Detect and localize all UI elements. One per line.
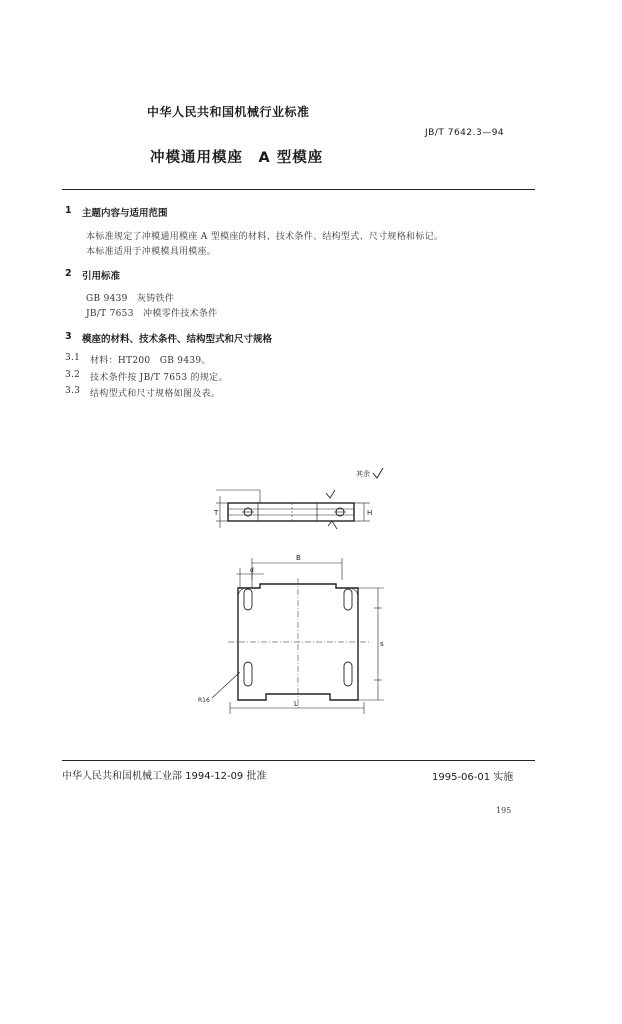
section-2-line-1: GB 9439 灰铸铁件 [86, 294, 175, 304]
section-2-number: 2 [65, 268, 72, 279]
plan-dim-length: L [294, 700, 298, 708]
subsection-3-3-number: 3.3 [65, 386, 81, 396]
side-dim-h: H [367, 509, 373, 517]
footer-rule [62, 760, 535, 761]
section-1-heading: 主题内容与适用范围 [82, 208, 168, 219]
subsection-3-1-text: 材料：HT200 GB 9439。 [90, 356, 211, 366]
plan-view [212, 558, 384, 714]
subsection-3-1-number: 3.1 [65, 353, 81, 363]
subsection-3-2-number: 3.2 [65, 370, 81, 380]
publisher-line: 中华人民共和国机械行业标准 [147, 105, 310, 119]
plan-dim-offset: s [380, 640, 384, 648]
page-number: 195 [496, 806, 512, 815]
section-3-number: 3 [65, 331, 72, 342]
plan-dim-slot: d [250, 567, 254, 574]
section-3-heading: 模座的材料、技术条件、结构型式和尺寸规格 [82, 334, 273, 345]
roughness-symbol [373, 468, 383, 478]
plan-dim-radius: R16 [198, 697, 210, 704]
roughness-note: 其余 [356, 470, 370, 478]
technical-drawing [180, 460, 420, 720]
plan-dim-width: B [296, 554, 301, 562]
side-view [216, 490, 373, 529]
section-1-line-1: 本标准规定了冲模通用模座 A 型模座的材料、技术条件、结构型式、尺寸规格和标记。 [86, 232, 444, 242]
approval-line: 中华人民共和国机械工业部 1994-12-09 批准 [62, 771, 267, 782]
header-rule [62, 189, 535, 190]
section-1-line-2: 本标准适用于冲模模具用模座。 [86, 247, 217, 257]
section-2-line-2: JB/T 7653 冲模零件技术条件 [86, 309, 218, 319]
document-number: JB/T 7642.3—94 [425, 128, 505, 138]
implementation-date: 1995-06-01 实施 [432, 772, 514, 783]
subsection-3-2-text: 技术条件按 JB/T 7653 的规定。 [90, 373, 228, 383]
subsection-3-3-text: 结构型式和尺寸规格如图及表。 [90, 389, 221, 399]
page-title: 冲模通用模座 A 型模座 [150, 150, 324, 166]
section-1-number: 1 [65, 205, 72, 216]
side-dim-t: T [214, 509, 219, 517]
section-2-heading: 引用标准 [82, 271, 121, 282]
